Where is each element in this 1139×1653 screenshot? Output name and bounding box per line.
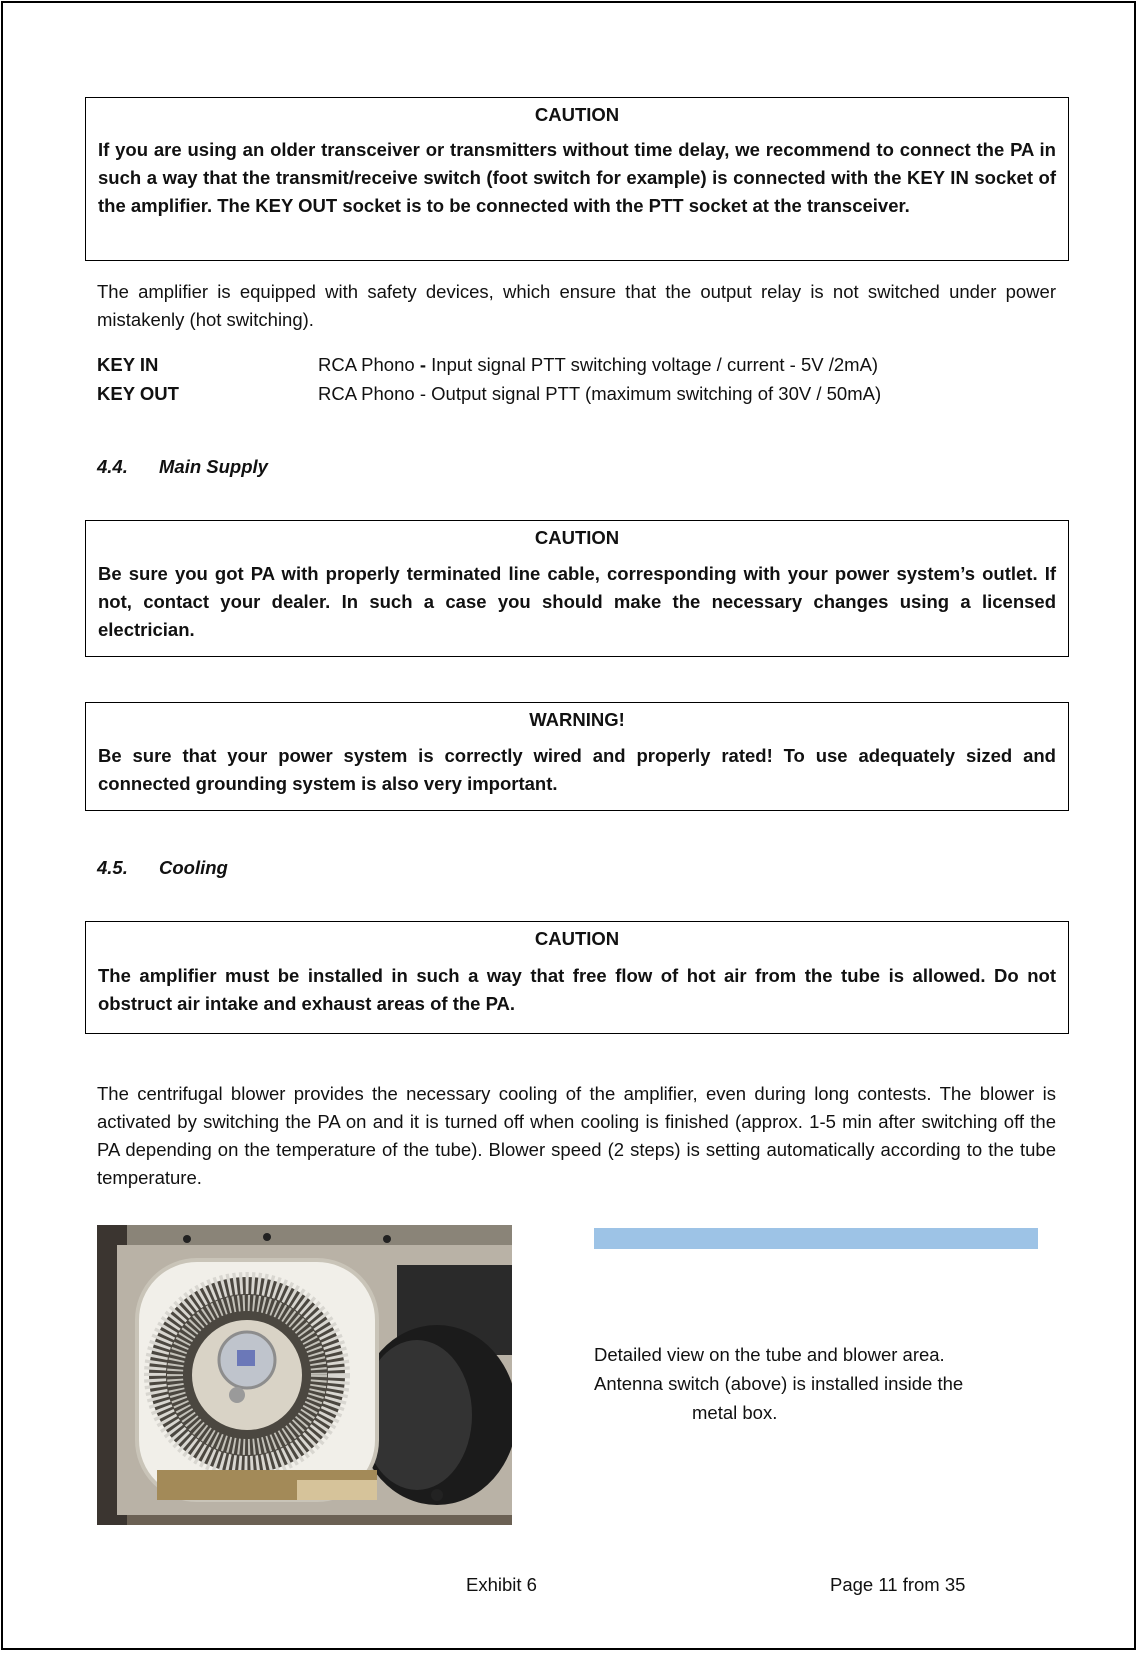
socket-row-key-out — [97, 380, 881, 408]
socket-dash: - — [419, 354, 426, 375]
socket-name: KEY OUT — [97, 383, 179, 404]
socket-desc: Input signal PTT switching voltage / current - 5V /2mA) — [426, 354, 879, 375]
blower-photo — [97, 1225, 512, 1525]
caution-text: The amplifier must be installed in such a way that free flow of hot air from the tube is allowed. Do not obstruct air intake and exhaust areas of the PA. — [98, 965, 1056, 1014]
caption-line: metal box. — [692, 1402, 778, 1423]
intro-paragraph: The amplifier is equipped with safety devices, which ensure that the output relay is not switched under power mistakenly (hot switching). — [97, 281, 1056, 330]
caution-text: Be sure you got PA with properly terminated line cable, corresponding with your power system’s outlet. If not, contact your dealer. In such a case you should make the necessary changes using a licensed electrician. — [98, 563, 1056, 640]
photo-caption — [594, 1340, 1034, 1427]
caution-heading: CAUTION — [534, 928, 620, 949]
cooling-paragraph: The centrifugal blower provides the necessary cooling of the amplifier, even during long contests. The blower is activated by switching the PA on and it is turned off when cooling is finished (approx. 1-5 min after switching off the PA depending on the temperature of the tube). Blower speed (2 steps) is setting automatically according to the tube temperature. — [97, 1083, 1056, 1188]
socket-dash: - — [419, 383, 426, 404]
warning-heading: WARNING! — [529, 709, 625, 730]
socket-row-key-in — [97, 351, 878, 379]
socket-desc: Output signal PTT (maximum switching of 30V / 50mA) — [426, 383, 882, 404]
caution-heading: CAUTION — [534, 527, 620, 548]
socket-prefix: RCA Phono — [318, 354, 420, 375]
section-number: 4.5. — [97, 857, 128, 878]
section-title: Main Supply — [159, 456, 268, 477]
section-title: Cooling — [159, 857, 228, 878]
caption-highlight-bar — [594, 1228, 1038, 1249]
caution-box-line-cable — [85, 520, 1069, 657]
warning-text: Be sure that your power system is correctly wired and properly rated! To use adequately sized and connected grounding system is also very important. — [98, 745, 1056, 794]
socket-name: KEY IN — [97, 354, 159, 375]
footer-page-number: Page 11 from 35 — [830, 1574, 966, 1595]
section-heading-main-supply — [97, 456, 268, 478]
caption-line: Detailed view on the tube and blower area. — [594, 1344, 945, 1365]
section-heading-cooling — [97, 857, 228, 879]
caution-box-air-flow — [85, 921, 1069, 1034]
footer-exhibit: Exhibit 6 — [466, 1574, 537, 1595]
caution-heading: CAUTION — [534, 104, 620, 125]
caption-line: Antenna switch (above) is installed inside the — [594, 1373, 964, 1394]
caution-box-key-in — [85, 97, 1069, 261]
warning-box — [85, 702, 1069, 811]
caution-text: If you are using an older transceiver or transmitters without time delay, we recommend to connect the PA in such a way that the transmit/receive switch (foot switch for example) is connected with the KEY IN socket of the amplifier. The KEY OUT socket is to be connected with the PTT socket at the transceiver. — [98, 139, 1056, 216]
section-number: 4.4. — [97, 456, 128, 477]
socket-prefix: RCA Phono — [318, 383, 420, 404]
